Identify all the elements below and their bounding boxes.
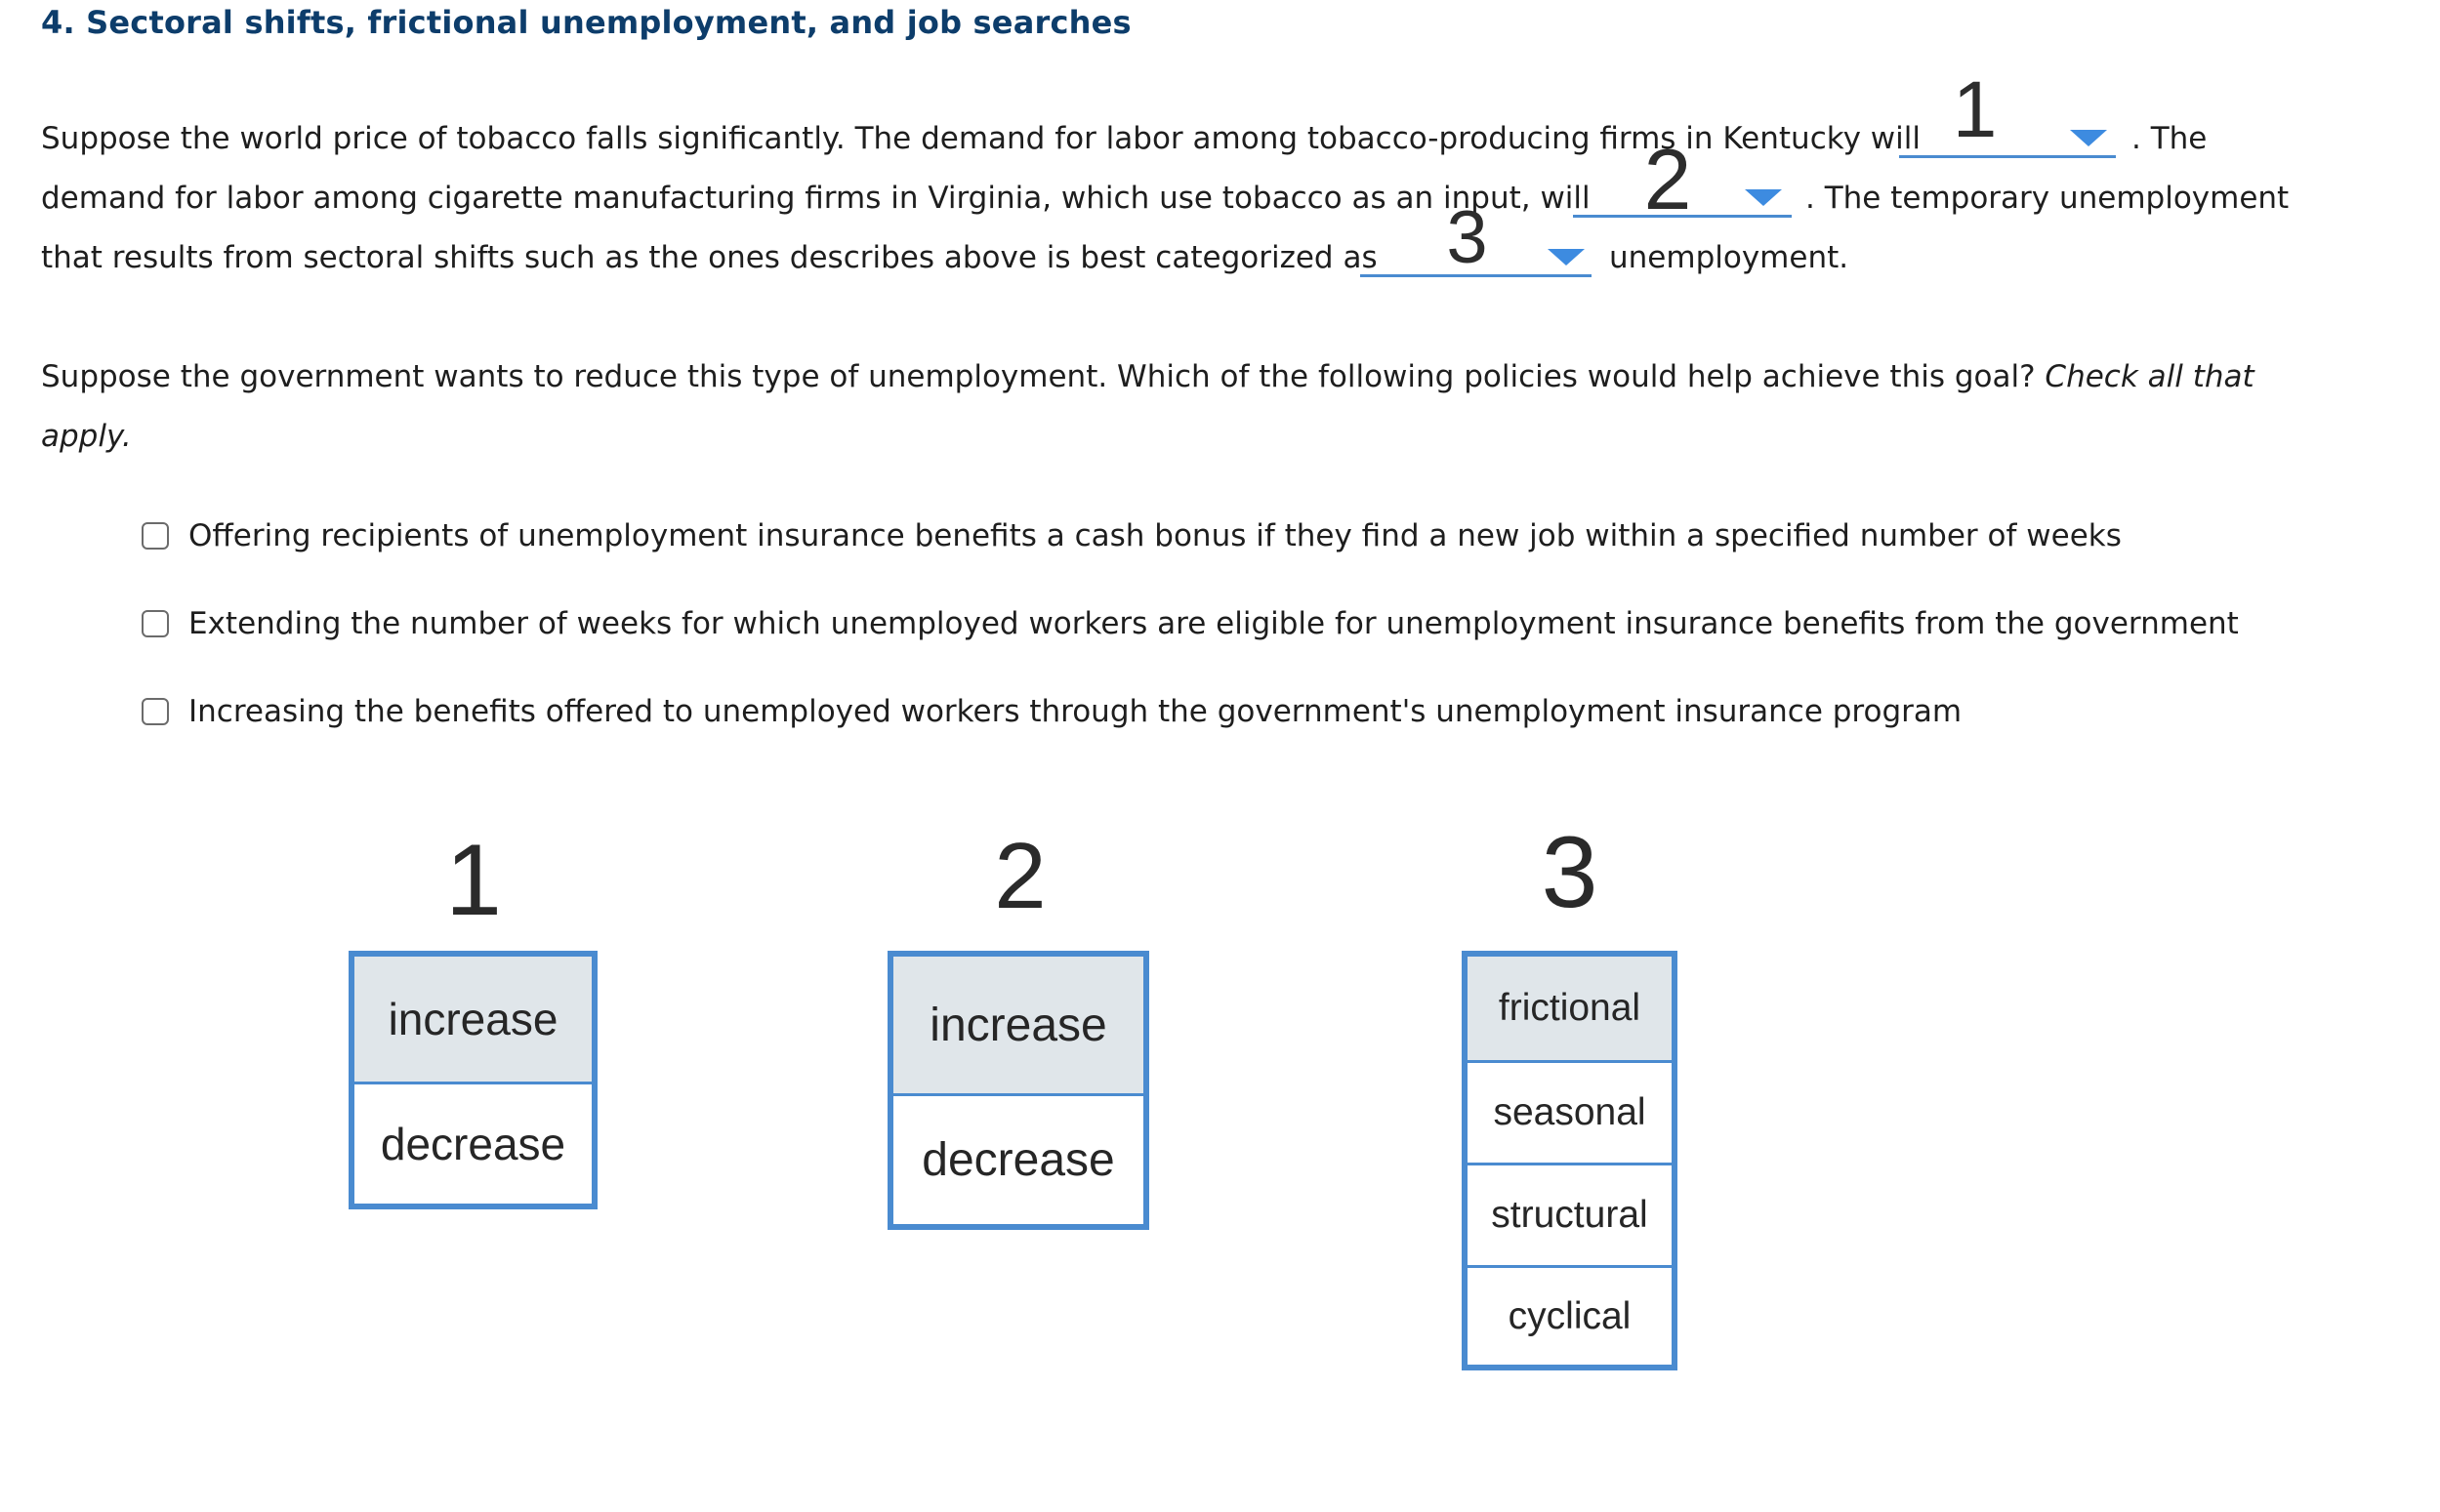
question-line-3-after: unemployment.: [1609, 240, 1849, 275]
option-increase[interactable]: increase: [354, 957, 592, 1082]
checkbox[interactable]: [142, 698, 169, 725]
checkbox[interactable]: [142, 610, 169, 637]
option-list-1: [349, 951, 598, 1209]
question-line-2: [41, 169, 1591, 228]
chevron-down-icon[interactable]: [2070, 130, 2107, 146]
option-seasonal[interactable]: seasonal: [1493, 1091, 1646, 1133]
question-line-1-text: Suppose the world price of tobacco falls significantly. The demand for labor among tobacco-producing firms in Kentucky will: [41, 121, 1921, 156]
option-list-3: [1462, 951, 1677, 1370]
option-list-number-2: 2: [994, 824, 1047, 928]
policy-question-line-1: [41, 347, 2254, 407]
checkbox[interactable]: [142, 522, 169, 550]
checkbox-option-2[interactable]: [142, 604, 2239, 643]
blank-number-1: 1: [1952, 65, 1998, 154]
option-list-number-3: 3: [1541, 816, 1598, 929]
dropdown-1-underline: [1899, 149, 2116, 158]
policy-question-italic: Check all that: [2045, 359, 2254, 394]
option-list-2: [888, 951, 1149, 1230]
checkbox-label[interactable]: Extending the number of weeks for which unemployed workers are eligible for unemployment insurance benefits from the government: [188, 606, 2239, 641]
option-cyclical[interactable]: cyclical: [1508, 1294, 1632, 1337]
question-line-1-after: . The: [2131, 121, 2208, 156]
question-line-3-text: that results from sectoral shifts such as the ones describes above is best categorized as: [41, 240, 1378, 275]
chevron-down-icon[interactable]: [1745, 189, 1782, 206]
checkbox-label[interactable]: Offering recipients of unemployment insurance benefits a cash bonus if they find a new job within a specified number of weeks: [188, 518, 2122, 553]
option-list-number-1: 1: [445, 824, 502, 937]
policy-question-text: Suppose the government wants to reduce this type of unemployment. Which of the following policies would help achieve this goal?: [41, 359, 2036, 394]
option-structural[interactable]: structural: [1491, 1194, 1648, 1236]
option-decrease[interactable]: decrease: [922, 1134, 1115, 1186]
checkbox-label[interactable]: Increasing the benefits offered to unemployed workers through the government's unemployment insurance program: [188, 694, 1963, 729]
checkbox-option-1[interactable]: [142, 516, 2122, 555]
checkbox-option-3[interactable]: [142, 692, 1962, 731]
question-line-2-after: . The temporary unemployment: [1805, 181, 2290, 216]
page-title: 4. Sectoral shifts, frictional unemployment, and job searches: [41, 4, 1132, 41]
question-line-2-text: demand for labor among cigarette manufacturing firms in Virginia, which use tobacco as an input, will: [41, 181, 1591, 216]
policy-question-italic-2: apply.: [41, 419, 132, 454]
policy-question-line-2: [41, 407, 132, 467]
option-frictional[interactable]: frictional: [1468, 957, 1672, 1060]
question-line-3: [41, 228, 1378, 288]
chevron-down-icon[interactable]: [1548, 249, 1585, 266]
blank-number-3: 3: [1446, 196, 1488, 279]
blank-number-2: 2: [1643, 131, 1692, 227]
option-increase[interactable]: increase: [893, 957, 1143, 1093]
option-decrease[interactable]: decrease: [380, 1119, 566, 1169]
